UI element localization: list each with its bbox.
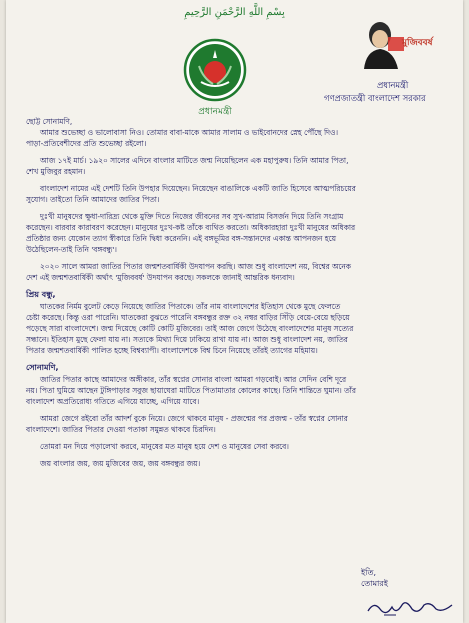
office-title: প্রধানমন্ত্রী	[377, 80, 409, 90]
body-line: জাতির পিতার কাছে আমাদের অঙ্গীকার, তাঁর স্বপ্নের সোনার বাংলা আমরা গড়বোই। আর সেদিন বেশি দূরে	[40, 375, 347, 384]
salutation: ছোট্ট সোনামণি,	[26, 117, 73, 126]
body-line: সুযোগ। তাইতো তিনি আমাদের জাতির পিতা।	[26, 195, 160, 204]
section-heading-sonamoni: সোনামণি,	[26, 363, 59, 372]
body-line: পিতার জন্মশতবার্ষিকী পালিত হচ্ছে বিশ্বব্যাপী। বাংলাদেশকে বিশ্ব চিনে নিয়েছে তাঁরই ত্যাগের মহিমায়।	[26, 346, 318, 355]
letter-body	[26, 116, 451, 469]
body-line: চেষ্টা করেছে। কিন্তু ওরা পারেনি। ঘাতকেরা বুঝতে পারেনি বঙ্গবন্ধুর রক্ত ৩২ নম্বর বাড়ির সিঁড়ি বেয়ে-বেয়ে ছড়িয়ে	[26, 313, 350, 322]
body-line: করেছেন। বারবার কারাবরণ করেছেন। মানুষের দুঃখ-কষ্ট তাঁকে ব্যথিত করতো। অধিকারহারা দুঃখী মানুষের অধিকার	[26, 223, 356, 232]
body-line: পড়েছে সারা বাংলাদেশে। জন্ম দিয়েছে কোটি কোটি মুজিবের। তাই আজ জেগে উঠেছে বাংলাদেশের মানুষ সত্যের	[26, 324, 354, 333]
body-line: নয়। পিতা ঘুমিয়ে আছেন টুঙ্গিপাড়ার সবুজ ছায়াঘেরা মাটিতে পিতামাতার কোলের কাছে। তিনি শান্তিতে ঘুমান। তাঁর	[26, 386, 356, 395]
body-line: আমার শুভেচ্ছা ও ভালোবাসা নিও। তোমার বাবা-মাকে আমার সালাম ও ভাইবোনদের স্নেহ পৌঁছে দিও।	[40, 128, 339, 137]
closing-word: ইতি,	[361, 568, 376, 577]
handwritten-signature	[366, 597, 456, 619]
body-line: তোমরা মন দিয়ে পড়ালেখা করবে, মানুষের মত মানুষ হয়ে দেশ ও মানুষের সেবা করবে।	[40, 442, 289, 451]
emblem-caption: প্রধানমন্ত্রী	[198, 107, 232, 117]
body-line: ২০২০ সালে আমরা জাতির পিতার জন্মশতবার্ষিকী উদযাপন করছি। আজ শুধু বাংলাদেশ নয়, বিশ্বের অনেক	[40, 262, 351, 271]
closing-block	[361, 567, 388, 589]
letter-page	[6, 0, 463, 623]
body-line: আজ ১৭ই মার্চ। ১৯২০ সালের এদিনে বাংলার মাটিতে জন্ম নিয়েছিলেন এক মহাপুরুষ। তিনি আমার পিতা,	[40, 156, 349, 165]
body-line: বাংলাদেশ নামের এই দেশটি তিনি উপহার দিয়েছেন। নিয়েছেন বাঙালিকে একটি জাতি হিসেবে আত্মপরিচয়ের	[40, 184, 356, 193]
mujib-borsho-logo-text: মুজিববর্ষ	[402, 38, 433, 48]
section-heading-friend: প্রিয় বন্ধু,	[26, 290, 56, 299]
body-line: ঘাতকের নির্মম বুলেট কেড়ে নিয়েছে জাতির পিতাকে। তাঁর নাম বাংলাদেশের ইতিহাস থেকে মুছে ফেলতে	[40, 302, 341, 311]
body-line: প্রতিষ্ঠার জন্য যেকোন ত্যাগ স্বীকারে তিনি দ্বিধা করেননি। এই বঙ্গভূমির বঙ্গ-সন্তানদের একান্ত আপনজন হয়ে	[26, 234, 336, 243]
bangladesh-emblem-icon	[183, 38, 247, 102]
body-line: শেখ মুজিবুর রহমান।	[26, 167, 86, 176]
body-line: জয় বাংলার জয়, জয় মুজিবের জয়, জয় বঙ্গবন্ধুর জয়।	[40, 459, 201, 468]
body-line: বাংলাদেশে। জাতির পিতার দেওয়া পতাকা সমুন্নত থাকবে চিরদিন।	[26, 425, 216, 434]
closing-yours: তোমারই	[361, 579, 388, 588]
office-subtitle: গণপ্রজাতন্ত্রী বাংলাদেশ সরকার	[324, 93, 426, 103]
body-line: উঠেছিলেন-তাই তিনি 'বঙ্গবন্ধু'।	[26, 245, 117, 254]
body-line: বাংলাদেশ অপ্রতিরোধ্য গতিতে এগিয়ে যাচ্ছে, এগিয়ে যাবে।	[26, 397, 200, 406]
body-line: দুঃখী মানুষদের ক্ষুধা-দারিদ্র্য থেকে মুক্তি দিতে নিজের জীবনের সব সুখ-আরাম বিসর্জন দিয়ে তিনি সংগ্রাম	[40, 212, 344, 221]
body-line: সন্ধানে। ইতিহাস মুছে ফেলা যায় না। সত্যকে মিথ্যা দিয়ে ঢাকিয়ে রাখা যায় না। আজ শুধু বাংলাদেশ নয়, জাতির	[26, 335, 348, 344]
body-line: দেশ এই জন্মশতবার্ষিকী অর্থাৎ 'মুজিববর্ষ' উদযাপন করছে। সকলকে জানাই আন্তরিক ধন্যবাদ।	[26, 273, 295, 282]
body-line: পাড়া-প্রতিবেশীদের প্রতি শুভেচ্ছা রইলো।	[26, 139, 147, 148]
body-line: আমরা জেগে রইবো তাঁর আদর্শ বুকে নিয়ে। জেগে থাকবে মানুষ - প্রজন্মের পর প্রজন্ম - তাঁর স্বপ্নের সোনার	[40, 414, 348, 423]
bismillah-header: بِسْمِ اللَّهِ الرَّحْمَنِ الرَّحِيمِ	[184, 7, 285, 18]
mujib-portrait-logo-icon	[358, 17, 406, 69]
